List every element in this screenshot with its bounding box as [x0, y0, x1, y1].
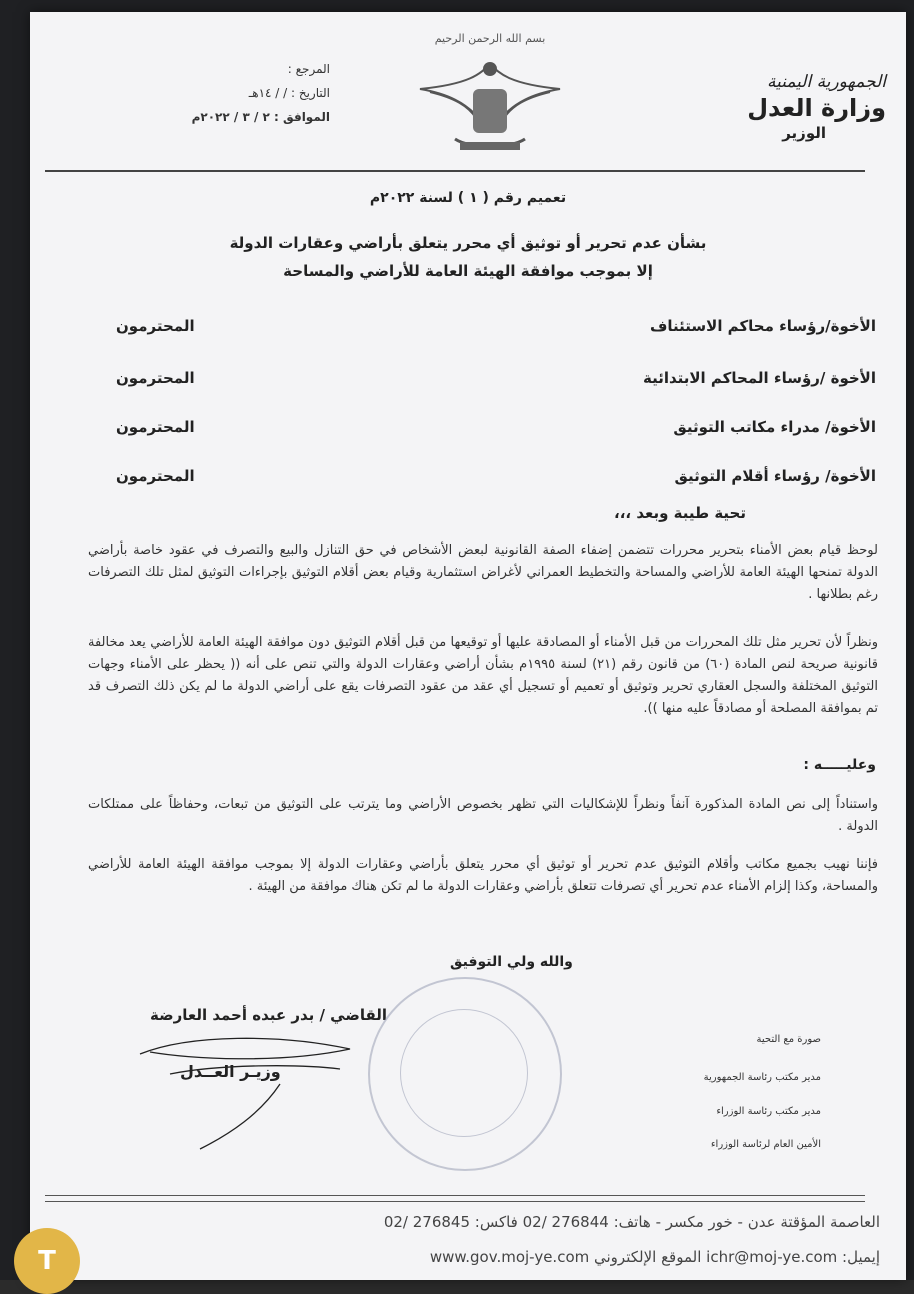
ref-label: المرجع : — [287, 62, 330, 76]
scanner-logo-icon: T — [14, 1228, 80, 1294]
closing-phrase: والله ولي التوفيق — [450, 954, 573, 970]
letterhead-ministry — [686, 72, 886, 142]
footer-divider — [45, 1195, 865, 1196]
honorific: المحترمون — [116, 418, 195, 436]
body-paragraph-4: فإننا نهيب بجميع مكاتب وأقلام التوثيق عدم تحرير أو توثيق أي محرر يتعلق بأراضي وعقارات الدولة إلا بموجب موافقة الهيئة العامة للأراضي والمساحة، وكذا إلزام الأمناء عدم تحرير أي تصرفات تتعلق بأراضي وعقارات الدولة ما لم تكن هناك موافقة من الهيئة . — [88, 857, 878, 894]
honorific: المحترمون — [116, 369, 195, 387]
copy-recipient: الأمين العام لرئاسة الوزراء — [710, 1139, 821, 1150]
circular-title: تعميم رقم ( ١ ) لسنة ٢٠٢٢م — [369, 190, 567, 206]
greeting: تحية طيبة وبعد ،،، — [614, 504, 746, 522]
body-paragraph-1: لوحظ قيام بعض الأمناء بتحرير محررات تتضمن إضفاء الصفة القانونية لبعض الأشخاص في حق التنازل والبيع والتصرف في عقود خاصة بأراضي الدولة تمنحها الهيئة العامة للأراضي والمساحة والتخطيط العمراني لأغراض استثمارية وقيام بعض أقلام التوثيق بإجراءات التوثيق لمثل تلك التصرفات رغم بطلانها . — [88, 543, 878, 602]
yemen-eagle-emblem-icon — [410, 34, 570, 164]
letter-paper — [30, 12, 906, 1280]
date-gregorian: الموافق : ٢ / ٣ / ٢٠٢٢م — [191, 110, 330, 124]
copy-recipient: مدير مكتب رئاسة الوزراء — [716, 1106, 821, 1117]
country-name: الجمهورية اليمنية — [766, 72, 886, 92]
signatory-name: القاضي / بدر عبده أحمد العارضة — [150, 1006, 388, 1024]
addressee-row — [116, 369, 876, 397]
copies-header: صورة مع التحية — [756, 1034, 821, 1045]
circular-subject-line1: بشأن عدم تحرير أو توثيق أي محرر يتعلق بأراضي وعقارات الدولة — [229, 234, 707, 252]
footer-divider — [45, 1201, 865, 1202]
basmala: بسم الله الرحمن الرحيم — [434, 32, 546, 45]
addressee: الأخوة/ رؤساء أقلام التوثيق — [674, 467, 876, 485]
addressee: الأخوة/رؤساء محاكم الاستئناف — [649, 317, 876, 335]
footer-contact: إيميل: ichr@moj-ye.com الموقع الإلكتروني www.gov.moj-ye.com — [429, 1248, 880, 1266]
addressee-row — [116, 418, 876, 446]
handwritten-signature-icon — [130, 1024, 370, 1154]
body-paragraph-3: واستناداً إلى نص المادة المذكورة آنفاً ونظراً للإشكاليات التي تظهر بخصوص الأراضي وما يترتب على التوثيق من تبعات، وحفاظاً على ممتلكات الدولة . — [88, 797, 878, 834]
addressee-row — [116, 467, 876, 495]
circular-subject-line2: إلا بموجب موافقة الهيئة العامة للأراضي والمساحة — [283, 262, 653, 280]
signatory-title: وزيـر العــدل — [180, 1062, 281, 1081]
therefore-heading: وعليـــــه : — [803, 757, 876, 773]
ministry-seal-icon — [368, 977, 562, 1171]
ministry-name: وزارة العدل — [747, 94, 886, 122]
honorific: المحترمون — [116, 317, 195, 335]
addressee: الأخوة /رؤساء المحاكم الابتدائية — [642, 369, 876, 387]
date-hijri: التاريخ : / / ١٤هـ — [248, 86, 330, 100]
copy-recipient: مدير مكتب رئاسة الجمهورية — [703, 1072, 821, 1083]
addressee-row — [116, 317, 876, 345]
header-divider — [45, 170, 865, 172]
honorific: المحترمون — [116, 467, 195, 485]
office-name: الوزير — [782, 124, 826, 142]
footer-address: العاصمة المؤقتة عدن - خور مكسر - هاتف: 276844 /02 فاكس: 276845 /02 — [383, 1213, 880, 1231]
addressee: الأخوة/ مدراء مكاتب التوثيق — [673, 418, 876, 436]
reference-block — [120, 62, 330, 134]
body-paragraph-2: ونظراً لأن تحرير مثل تلك المحررات من قبل الأمناء أو المصادقة عليها أو توقيعها من قبل أقلام التوثيق دون موافقة الهيئة العامة للأراضي يعد مخالفة قانونية صريحة لنص المادة (٦٠) من قانون رقم (٢١) لسنة ١٩٩٥م بشأن أراضي وعقارات الدولة والتي تنص على أنه (( يحظر على الأمناء وجهات التوثيق المختلفة والسجل العقاري تحرير وتوثيق أو تعميم أو تسجيل أي عقد من عقود التصرفات يقع على أراضي الدولة ما لم يكن ذلك التصرف قد تم بموافقة المصلحة أو مصادقاً عليه منها )). — [88, 635, 878, 716]
